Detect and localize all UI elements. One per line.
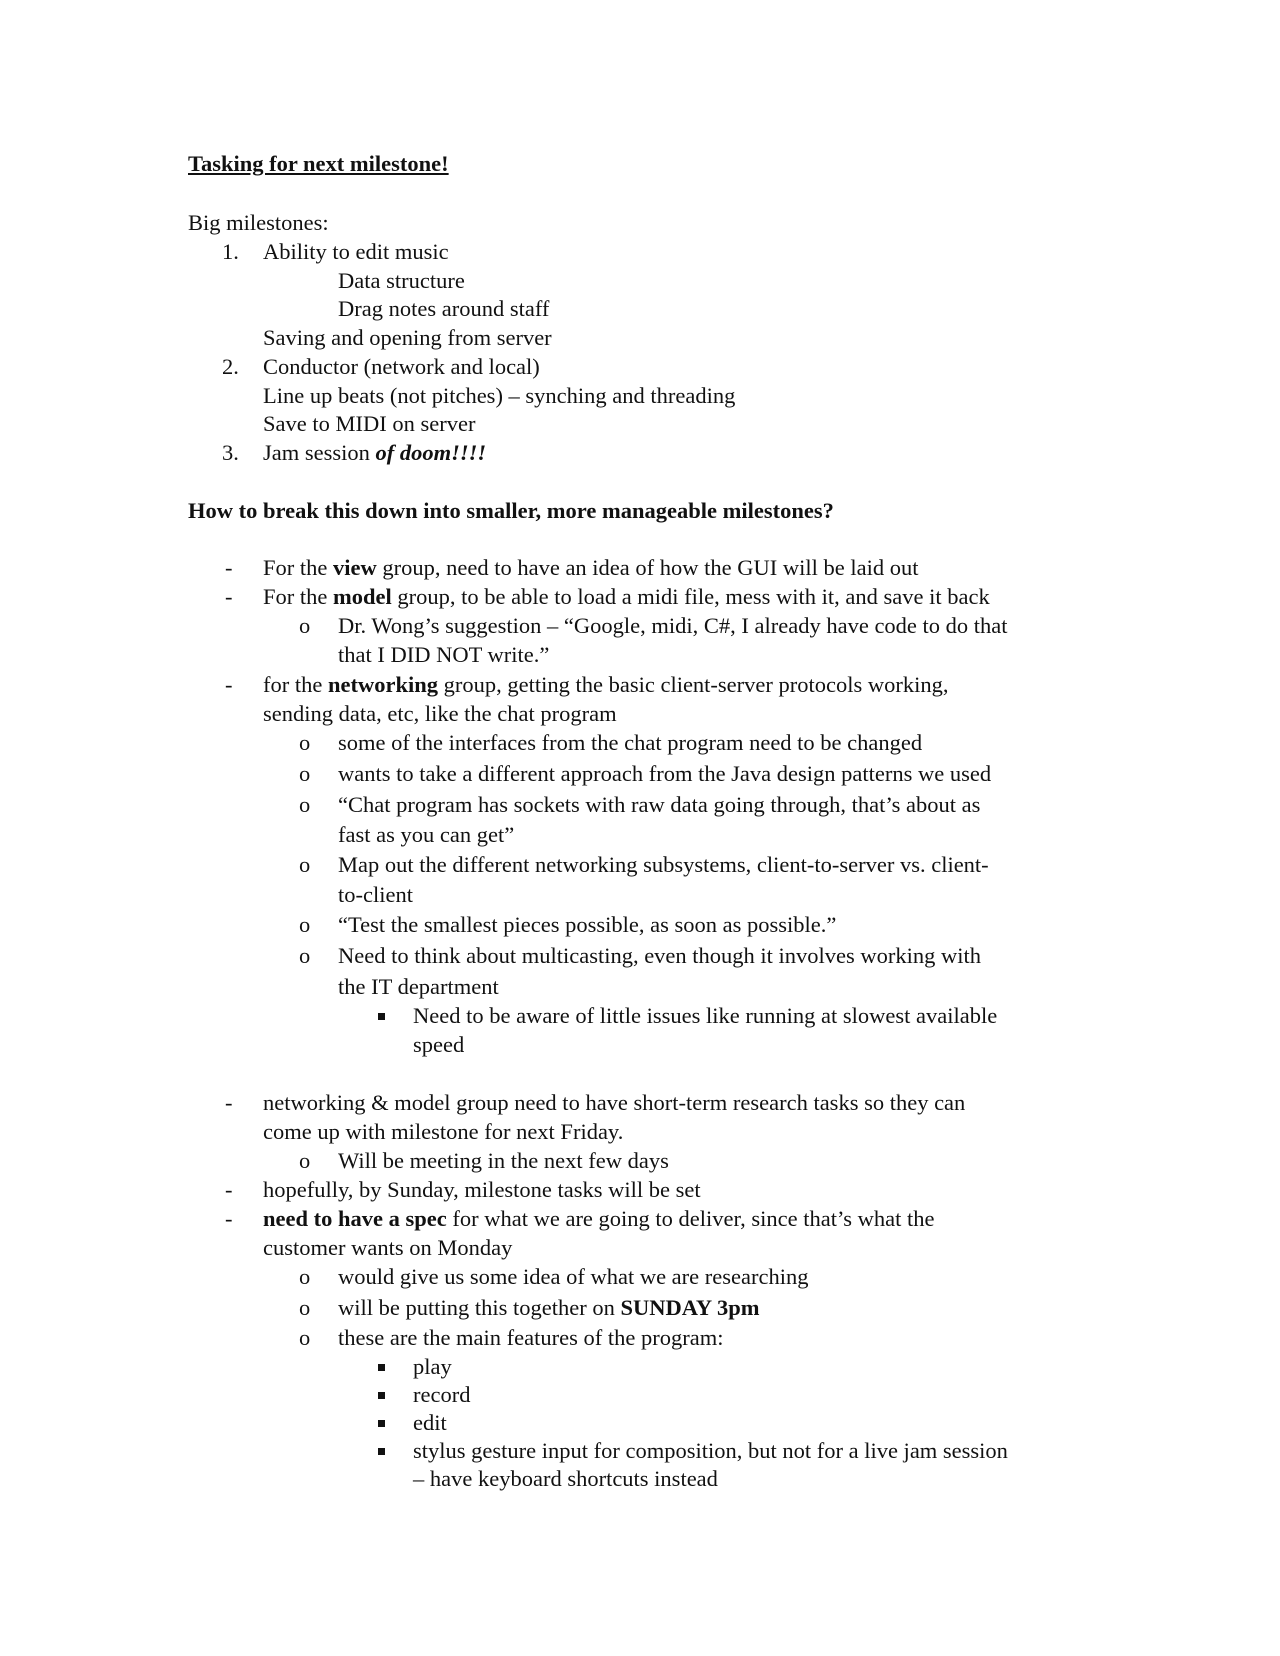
text-run: For the	[263, 555, 333, 580]
list-number: 3.	[222, 440, 239, 465]
feature-continuation: – have keyboard shortcuts instead	[413, 1466, 718, 1491]
spec-sub-line: would give us some idea of what we are researching	[338, 1264, 809, 1289]
dash-bullet: -	[225, 584, 233, 609]
circle-bullet: o	[299, 761, 311, 786]
feature-item: play	[413, 1354, 452, 1379]
circle-bullet: o	[299, 730, 311, 755]
text-run: group, need to have an idea of how the GUI will be laid out	[376, 555, 919, 580]
feature-item: edit	[413, 1410, 447, 1435]
networking-sub-line: fast as you can get”	[338, 822, 515, 847]
model-sub-line: Dr. Wong’s suggestion – “Google, midi, C#, I already have code to do that	[338, 613, 1008, 638]
list-number: 1.	[222, 239, 239, 264]
square-bullet	[378, 1002, 385, 1031]
square-bullet	[378, 1381, 385, 1410]
spec-continuation: customer wants on Monday	[263, 1235, 513, 1260]
feature-item: stylus gesture input for composition, but not for a live jam session	[413, 1438, 1008, 1463]
text-run: for the	[263, 672, 328, 697]
text-run: group, to be able to load a midi file, mess with it, and save it back	[391, 584, 990, 609]
section-heading: How to break this down into smaller, more manageable milestones?	[188, 498, 834, 523]
dash-bullet: -	[225, 1206, 233, 1231]
milestone-continuation: Save to MIDI on server	[263, 411, 476, 436]
research-line: come up with milestone for next Friday.	[263, 1119, 624, 1144]
research-line: networking & model group need to have short-term research tasks so they can	[263, 1090, 966, 1115]
milestone-continuation: Saving and opening from server	[263, 325, 552, 350]
text-run: will be putting this together on	[338, 1295, 621, 1320]
research-sub-line: Will be meeting in the next few days	[338, 1148, 669, 1173]
circle-bullet: o	[299, 1295, 311, 1320]
circle-bullet: o	[299, 943, 311, 968]
list-number: 2.	[222, 354, 239, 379]
milestone-item-2: Conductor (network and local)	[263, 354, 540, 379]
spec-sub-line: these are the main features of the program:	[338, 1325, 724, 1350]
circle-bullet: o	[299, 613, 311, 638]
dash-bullet: -	[225, 1090, 233, 1115]
networking-subsub-line: Need to be aware of little issues like running at slowest available	[413, 1003, 998, 1028]
spec-line	[263, 1205, 934, 1234]
milestone-item-3-text: Jam session	[263, 440, 376, 465]
networking-sub-line: Map out the different networking subsystems, client-to-server vs. client-	[338, 852, 989, 877]
text-run: for what we are going to deliver, since that’s what the	[446, 1206, 935, 1231]
model-sub-line: that I DID NOT write.”	[338, 642, 550, 667]
view-group-line	[263, 554, 918, 583]
milestone-item-3-emphasis: of doom!!!!	[375, 440, 487, 465]
milestone-continuation: Line up beats (not pitches) – synching and threading	[263, 383, 736, 408]
circle-bullet: o	[299, 1325, 311, 1350]
milestone-item-3	[263, 439, 486, 468]
networking-sub-line: Need to think about multicasting, even though it involves working with	[338, 943, 982, 968]
sunday-line: hopefully, by Sunday, milestone tasks will be set	[263, 1177, 701, 1202]
networking-sub-line: to-client	[338, 882, 413, 907]
dash-bullet: -	[225, 672, 233, 697]
networking-group-line	[263, 671, 949, 700]
networking-sub-line: “Chat program has sockets with raw data going through, that’s about as	[338, 792, 981, 817]
circle-bullet: o	[299, 1148, 311, 1173]
networking-subsub-line: speed	[413, 1032, 465, 1057]
circle-bullet: o	[299, 1264, 311, 1289]
square-bullet	[378, 1409, 385, 1438]
bold-run: view	[333, 555, 377, 580]
dash-bullet: -	[225, 1177, 233, 1202]
spec-sub-line	[338, 1294, 759, 1323]
big-milestones-label: Big milestones:	[188, 210, 329, 235]
bold-run: networking	[327, 672, 438, 697]
bold-run: model	[333, 584, 392, 609]
page-title: Tasking for next milestone!	[188, 151, 449, 176]
networking-continuation: sending data, etc, like the chat program	[263, 701, 617, 726]
networking-sub-line: some of the interfaces from the chat program need to be changed	[338, 730, 923, 755]
milestone-item-1: Ability to edit music	[263, 239, 449, 264]
milestone-sub-line: Drag notes around staff	[338, 296, 550, 321]
circle-bullet: o	[299, 792, 311, 817]
circle-bullet: o	[299, 912, 311, 937]
model-group-line	[263, 583, 990, 612]
dash-bullet: -	[225, 555, 233, 580]
milestone-sub-line: Data structure	[338, 268, 465, 293]
networking-sub-line: “Test the smallest pieces possible, as soon as possible.”	[338, 912, 837, 937]
feature-item: record	[413, 1382, 471, 1407]
networking-sub-line: wants to take a different approach from the Java design patterns we used	[338, 761, 992, 786]
text-run: For the	[263, 584, 333, 609]
text-run: group, getting the basic client-server protocols working,	[438, 672, 949, 697]
square-bullet	[378, 1353, 385, 1382]
bold-run: need to have a spec	[263, 1206, 447, 1231]
circle-bullet: o	[299, 852, 311, 877]
square-bullet	[378, 1437, 385, 1466]
bold-run: SUNDAY 3pm	[620, 1295, 760, 1320]
networking-sub-line: the IT department	[338, 974, 499, 999]
